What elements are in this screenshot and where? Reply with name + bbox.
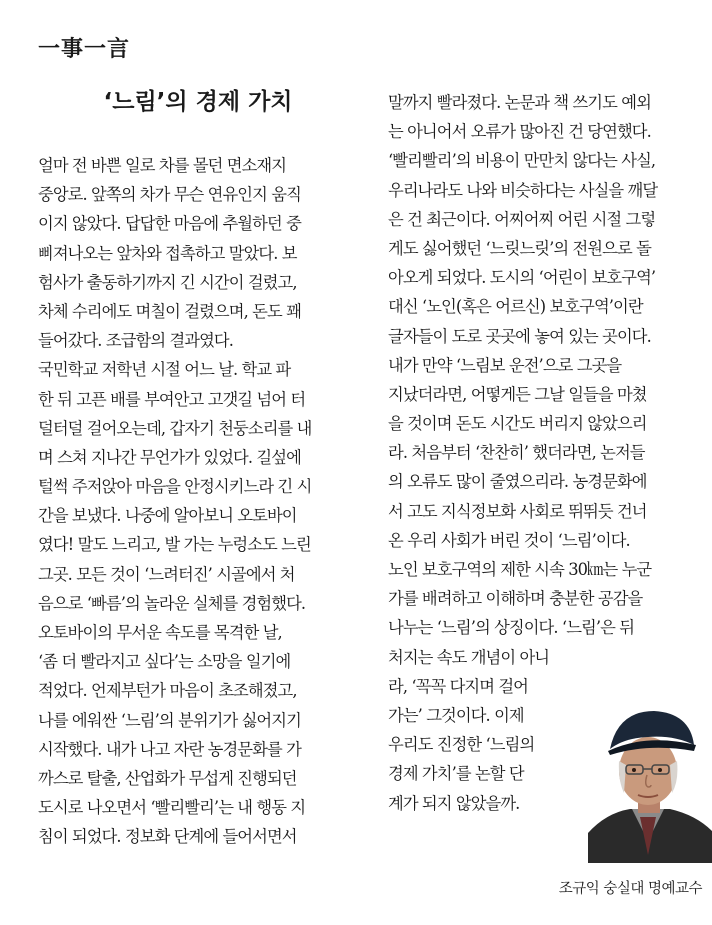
body-text-line: 나를 에워싼 ‘느림’의 분위기가 싫어지기 xyxy=(38,710,301,730)
body-text-line: 아오게 되었다. 도시의 ‘어린이 보호구역’ xyxy=(388,268,656,288)
body-text-line: 라. 처음부터 ‘찬찬히’ 했더라면, 논저들 xyxy=(388,443,645,463)
body-text-line: 계가 되지 않았을까. xyxy=(388,793,520,813)
body-text-line: 음으로 ‘빠름’의 놀라운 실체를 경험했다. xyxy=(38,593,306,613)
body-text-line: 이지 않았다. 답답한 마음에 추월하던 중 xyxy=(38,214,301,234)
body-text-line: 말까지 빨라졌다. 논문과 책 쓰기도 예외 xyxy=(388,93,651,112)
author-photo xyxy=(588,705,712,863)
body-text-line: 털썩 주저앉아 마음을 안정시키느라 긴 시 xyxy=(38,477,312,497)
body-text-line: 얼마 전 바쁜 일로 차를 몰던 면소재지 xyxy=(38,156,287,175)
body-text-line: 간을 보냈다. 나중에 알아보니 오토바이 xyxy=(38,506,297,526)
body-text-line: 처지는 속도 개념이 아니 xyxy=(388,647,550,667)
body-text-line: 경제 가치’를 논할 단 xyxy=(388,764,524,784)
body-text-line: ‘좀 더 빨라지고 싶다’는 소망을 일기에 xyxy=(38,652,291,672)
body-text-line: 며 스쳐 지나간 무언가가 있었다. 길섶에 xyxy=(38,447,301,467)
body-text-line: 은 건 최근이다. 어찌어찌 어린 시절 그렇 xyxy=(388,209,656,229)
body-text-line: ‘빨리빨리’의 비용이 만만치 않다는 사실, xyxy=(388,151,656,171)
body-text-line: 침이 되었다. 정보화 단계에 들어서면서 xyxy=(38,827,297,847)
body-text-line: 였다! 말도 느리고, 발 가는 누렁소도 느린 xyxy=(38,535,311,555)
body-text-line: 가를 배려하고 이해하며 충분한 공감을 xyxy=(388,589,643,609)
body-text-line: 삐져나오는 앞차와 접촉하고 말았다. 보 xyxy=(38,243,297,263)
author-byline: 조규익 숭실대 명예교수 xyxy=(558,881,702,897)
body-text-line: 글자들이 도로 곳곳에 놓여 있는 곳이다. xyxy=(388,326,651,346)
body-text-line: 그곳. 모든 것이 ‘느려터진’ 시골에서 처 xyxy=(38,564,295,584)
body-text-line: 노인 보호구역의 제한 시속 30㎞는 누군 xyxy=(388,560,652,579)
body-text-line: 시작했다. 내가 나고 자란 농경문화를 가 xyxy=(38,739,301,759)
body-text-line: 오토바이의 무서운 속도를 목격한 날, xyxy=(38,623,282,642)
article-body-left-column xyxy=(38,151,368,852)
body-text-line: 라, ‘꼭꼭 다지며 걸어 xyxy=(388,676,528,696)
body-text-line: 우리나라도 나와 비슷하다는 사실을 깨달 xyxy=(388,180,658,200)
body-text-line: 서 고도 지식정보화 사회로 뛰뛰듯 건너 xyxy=(388,501,647,521)
body-text-line: 가는’ 그것이다. 이제 xyxy=(388,705,524,725)
column-masthead: 一事一言 xyxy=(38,37,131,62)
body-text-line: 험사가 출동하기까지 긴 시간이 걸렸고, xyxy=(38,272,297,292)
body-text-line: 적었다. 언제부턴가 마음이 초조해졌고, xyxy=(38,681,297,701)
body-text-line: 을 것이며 돈도 시간도 버리지 않았으리 xyxy=(388,414,647,434)
article-title: ‘느림’의 경제 가치 xyxy=(103,89,293,115)
body-text-line: 내가 만약 ‘느림보 운전’으로 그곳을 xyxy=(388,355,622,375)
body-text-line: 온 우리 사회가 버린 것이 ‘느림’이다. xyxy=(388,530,630,550)
body-text-line: 나누는 ‘느림’의 상징이다. ‘느림’은 뒤 xyxy=(388,618,635,638)
body-text-line: 게도 싫어했던 ‘느릿느릿’의 전원으로 돌 xyxy=(388,238,651,258)
body-text-line: 들어갔다. 조급함의 결과였다. xyxy=(38,331,234,351)
body-text-line: 차체 수리에도 며칠이 걸렸으며, 돈도 꽤 xyxy=(38,301,301,321)
body-text-line: 지났더라면, 어떻게든 그날 일들을 마쳤 xyxy=(388,384,647,404)
body-text-line: 대신 ‘노인(혹은 어르신) 보호구역’이란 xyxy=(388,297,643,317)
body-text-line: 도시로 나오면서 ‘빨리빨리’는 내 행동 지 xyxy=(38,798,306,818)
body-text-line: 까스로 탈출, 산업화가 무섭게 진행되던 xyxy=(38,768,297,788)
body-text-line: 덜터덜 걸어오는데, 갑자기 천둥소리를 내 xyxy=(38,418,312,438)
body-text-line: 는 아니어서 오류가 많아진 건 당연했다. xyxy=(388,122,651,142)
body-text-line: 우리도 진정한 ‘느림의 xyxy=(388,735,535,755)
body-text-line: 한 뒤 고픈 배를 부여안고 고갯길 넘어 터 xyxy=(38,389,306,409)
body-text-line: 국민학교 저학년 시절 어느 날. 학교 파 xyxy=(38,360,291,380)
body-text-line: 의 오류도 많이 줄였으리라. 농경문화에 xyxy=(388,472,647,492)
body-text-line: 중앙로. 앞쪽의 차가 무슨 연유인지 움직 xyxy=(38,185,301,205)
